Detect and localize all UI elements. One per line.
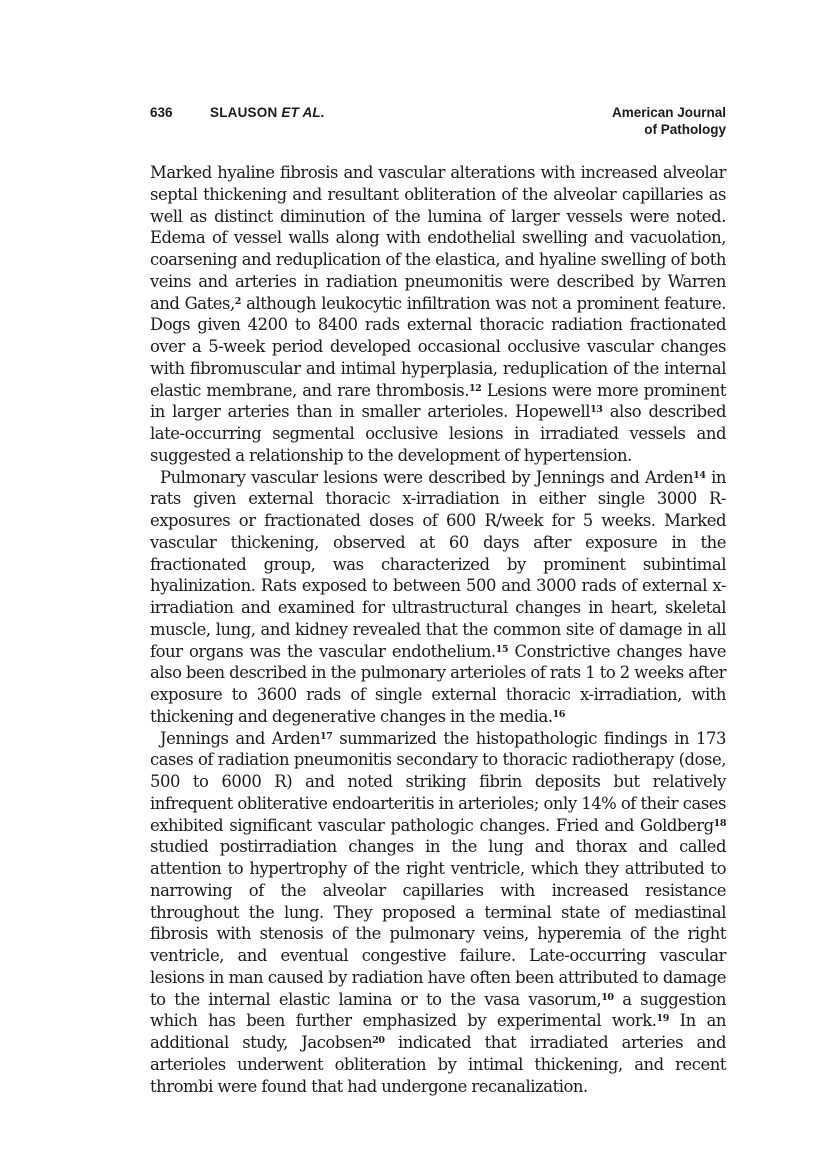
- reference-superscript: 17: [319, 730, 333, 742]
- author-name: SLAUSON: [210, 105, 278, 120]
- text-run: Lesions were more prominent in larger arteries than in smaller arterioles. Hopewell: [150, 380, 726, 422]
- paragraph-1: [150, 162, 726, 467]
- text-run: Pulmonary vascular lesions were described by Jennings and Arden: [160, 467, 694, 487]
- reference-superscript: 10: [601, 991, 614, 1003]
- running-head-authors: [210, 104, 325, 121]
- text-run: although leukocytic infiltration was not a prominent feature. Dogs given 4200 to 8400 rads external thoracic radiation fractionated over a 5-week period developed occasional occlusive vascular changes with fibromuscular and intimal hyperplasia, reduplication of the internal elastic membrane, and rare thrombosis.: [150, 293, 726, 400]
- page-number: 636: [150, 105, 173, 120]
- journal-name-line-1: American Journal: [611, 105, 726, 120]
- reference-superscript: 13: [590, 404, 603, 416]
- text-run: summarized the histopathologic findings in 173 cases of radiation pneumonitis secondary to thoracic radiotherapy (dose, 500 to 6000 R) and noted striking fibrin deposits but relatively infrequent obliterative endoarteritis in arterioles; only 14% of their cases exhibited significant vascular pathologic changes. Fried and Goldberg: [150, 728, 726, 835]
- reference-superscript: 2: [234, 295, 241, 307]
- et-al: ET AL.: [281, 105, 325, 120]
- text-run: in rats given external thoracic x-irradiation in either single 3000 R-exposures or fractionated doses of 600 R/week for 5 weeks. Marked vascular thickening, observed at 60 days after exposure in the fractionated group, was characterized by prominent subintimal hyalinization. Rats exposed to between 500 and 3000 rads of external x-irradiation and examined for ultrastructural changes in heart, skeletal muscle, lung, and kidney revealed that the common site of damage in all four organs was the vascular endothelium.: [150, 467, 726, 661]
- article-body: [150, 162, 726, 1097]
- text-run: Constrictive changes have also been described in the pulmonary arterioles of rats 1 to 2 weeks after exposure to 3600 rads of single external thoracic x-irradiation, with thickening and degenerative changes in the media.: [150, 641, 726, 726]
- journal-name-line-2: of Pathology: [644, 122, 726, 137]
- reference-superscript: 14: [693, 469, 706, 481]
- reference-superscript: 16: [552, 708, 565, 720]
- text-run: also described late-occurring segmental occlusive lesions in irradiated vessels and suggested a relationship to the development of hypertension.: [150, 402, 726, 465]
- running-header: [150, 104, 726, 144]
- text-run: studied postirradiation changes in the lung and thorax and called attention to hypertrophy of the right ventricle, which they attributed to narrowing of the alveolar capillaries with increased resistance throughout the lung. They proposed a terminal state of mediastinal fibrosis with stenosis of the pulmonary veins, hyperemia of the right ventricle, and eventual congestive failure. Late-occurring vascular lesions in man caused by radiation have often been attributed to damage to the internal elastic lamina or to the vasa vasorum,: [150, 837, 726, 1009]
- text-run: In an additional study, Jacobsen: [150, 1011, 726, 1052]
- paragraph-2: [150, 467, 726, 728]
- journal-name: [612, 104, 726, 138]
- text-run: Marked hyaline fibrosis and vascular alterations with increased alveolar septal thickening and resultant obliteration of the alveolar capillaries as well as distinct diminution of the lumina of larger vessels were noted. Edema of vessel walls along with endothelial swelling and vacuolation, coarsening and reduplication of the elastica, and hyaline swelling of both veins and arteries in radiation pneumonitis were described by Warren and Gates,: [150, 163, 726, 313]
- text-run: Jennings and Arden: [160, 728, 320, 748]
- reference-superscript: 19: [656, 1013, 669, 1025]
- text-run: a suggestion which has been further emphasized by experimental work.: [150, 989, 726, 1031]
- reference-superscript: 12: [468, 382, 482, 394]
- reference-superscript: 15: [495, 643, 509, 655]
- reference-superscript: 18: [713, 817, 726, 829]
- text-run: indicated that irradiated arteries and arterioles underwent obliteration by intimal thickening, and recent thrombi were found that had undergone recanalization.: [150, 1033, 727, 1096]
- reference-superscript: 20: [372, 1035, 385, 1046]
- paragraph-3: [150, 728, 726, 1098]
